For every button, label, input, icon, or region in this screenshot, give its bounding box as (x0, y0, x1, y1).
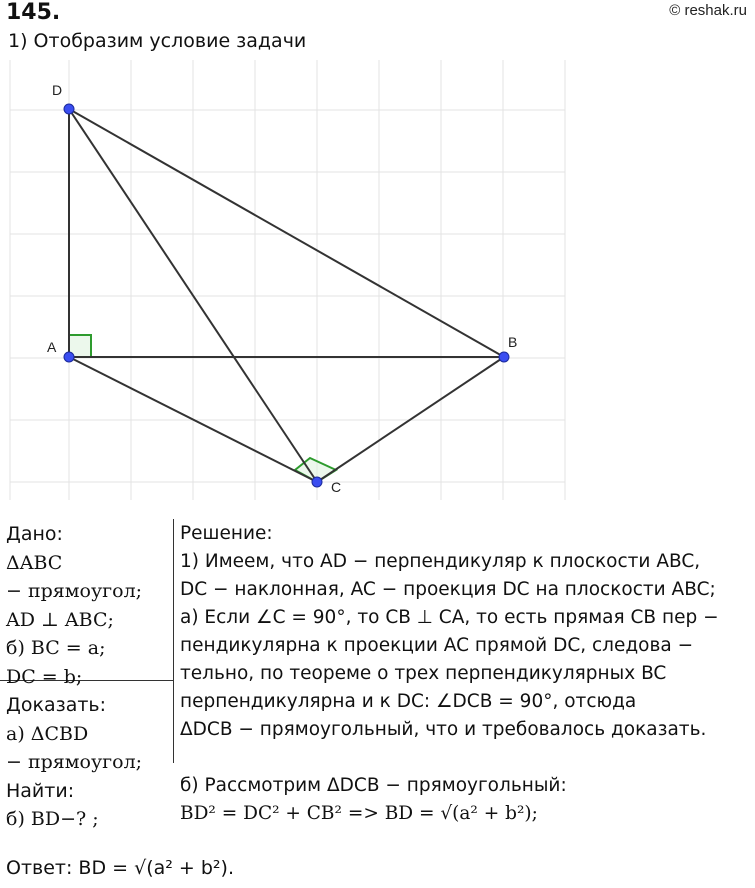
prove-heading: Доказать: (6, 694, 107, 716)
step-title: 1) Отобразим условие задачи (8, 30, 307, 52)
vertex-a (64, 352, 74, 362)
given-line: − прямоугол; (6, 580, 143, 602)
answer: Ответ: BD = √(a² + b²). (6, 857, 234, 879)
solution-line: 1) Имеем, что AD − перпендикуляр к плоскости ABC, (180, 551, 701, 572)
solution-heading: Решение: (180, 523, 273, 544)
problem-number: 145. (6, 0, 61, 25)
given-line: б) BC = a; (6, 637, 106, 659)
solution-line: а) Если ∠C = 90°, то CB ⊥ CA, то есть прямая CB пер − (180, 607, 719, 628)
column-divider (173, 519, 174, 763)
given-line: ΔABC (6, 551, 63, 574)
source-watermark: © reshak.ru (669, 2, 747, 19)
solution-line: ΔDCB − прямоугольный, что и требовалось доказать. (180, 719, 707, 740)
solution-column (180, 520, 750, 828)
label-b: B (508, 334, 518, 350)
label-a: A (47, 339, 57, 355)
solution-line: б) Рассмотрим ΔDCB − прямоугольный: (180, 775, 567, 796)
solution-formula: BD² = DC² + CB² => BD = √(a² + b²); (180, 803, 538, 824)
solution-line (180, 744, 750, 772)
find-line: б) BD−? ; (6, 808, 99, 830)
solution-line: перпендикулярна и к DC: ∠DCB = 90°, отсюда (180, 691, 637, 712)
given-line: AD ⊥ ABC; (6, 608, 114, 631)
solution-line: тельно, по теореме о трех перпендикулярных BC (180, 663, 667, 684)
vertex-b (499, 352, 509, 362)
geometry-figure (0, 60, 580, 510)
given-column (6, 520, 168, 834)
segment-db (69, 109, 504, 357)
label-d: D (52, 82, 63, 98)
prove-line: а) ΔCBD (6, 722, 89, 745)
vertex-c (312, 477, 322, 487)
solution-line: пендикулярна к проекции AC прямой DC, следова − (180, 635, 694, 656)
find-heading: Найти: (6, 779, 75, 802)
prove-line: − прямоугол; (6, 751, 143, 773)
given-line: DC = b; (6, 665, 83, 688)
figure-canvas (0, 60, 580, 510)
vertex-d (64, 104, 74, 114)
solution-line: DC − наклонная, AC − проекция DC на плоскости ABC; (180, 579, 716, 600)
given-heading: Дано: (6, 523, 63, 545)
label-c: C (331, 479, 342, 495)
figure-grid (10, 60, 565, 500)
